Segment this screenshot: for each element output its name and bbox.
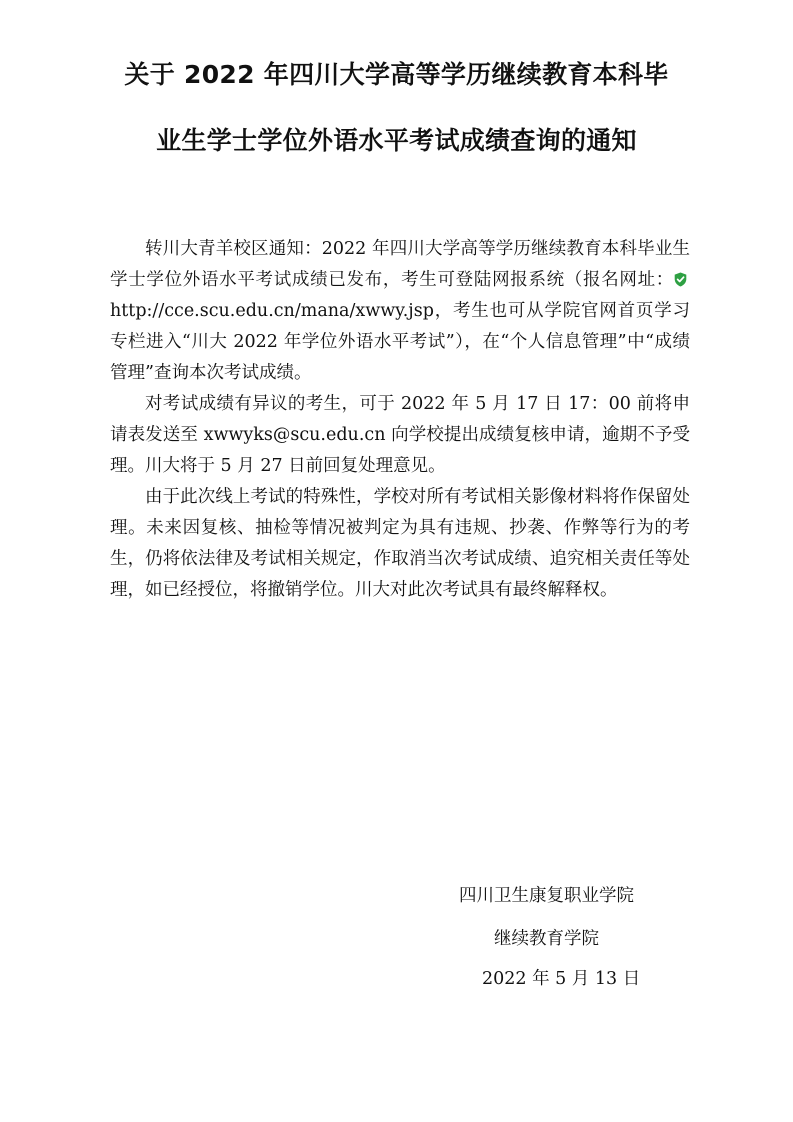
notice-body xyxy=(110,234,690,606)
paragraph-score-release xyxy=(110,234,690,389)
notice-title-line1: 关于 2022 年四川大学高等学历继续教育本科毕 xyxy=(124,60,669,89)
registration-url-link[interactable]: http://cce.scu.edu.cn/mana/xwwy.jsp xyxy=(110,301,434,321)
signature-date: 2022 年 5 月 13 日 xyxy=(482,969,641,989)
paragraph1-text-after-link: ，考生也可从学院官网首页学习专栏进入“川大 2022 年学位外语水平考试”），在“个人信息管理”中“成绩管理”查询本次考试成绩。 xyxy=(110,301,690,383)
paragraph1-text-before-link: 转川大青羊校区通知：2022 年四川大学高等学历继续教育本科毕业生学士学位外语水平考试成绩已发布，考生可登陆网报系统（报名网址： xyxy=(110,239,690,290)
signature-org-line1: 四川卫生康复职业学院 xyxy=(459,886,634,906)
signature-org-line2: 继续教育学院 xyxy=(494,929,599,949)
notice-title-line2: 业生学士学位外语水平考试成绩查询的通知 xyxy=(156,126,637,155)
paragraph-score-appeal: 对考试成绩有异议的考生，可于 2022 年 5 月 17 日 17：00 前将申请表发送至 xwwyks@scu.edu.cn 向学校提出成绩复核申请，逾期不予受理。川大将于 5 月 27 日前回复处理意见。 xyxy=(110,394,690,476)
shield-check-icon xyxy=(674,272,687,287)
paragraph-exam-integrity: 由于此次线上考试的特殊性，学校对所有考试相关影像材料将作保留处理。未来因复核、抽检等情况被判定为具有违规、抄袭、作弊等行为的考生，仍将依法律及考试相关规定，作取消当次考试成绩、追究相关责任等处理，如已经授位，将撤销学位。川大对此次考试具有最终解释权。 xyxy=(110,487,690,600)
